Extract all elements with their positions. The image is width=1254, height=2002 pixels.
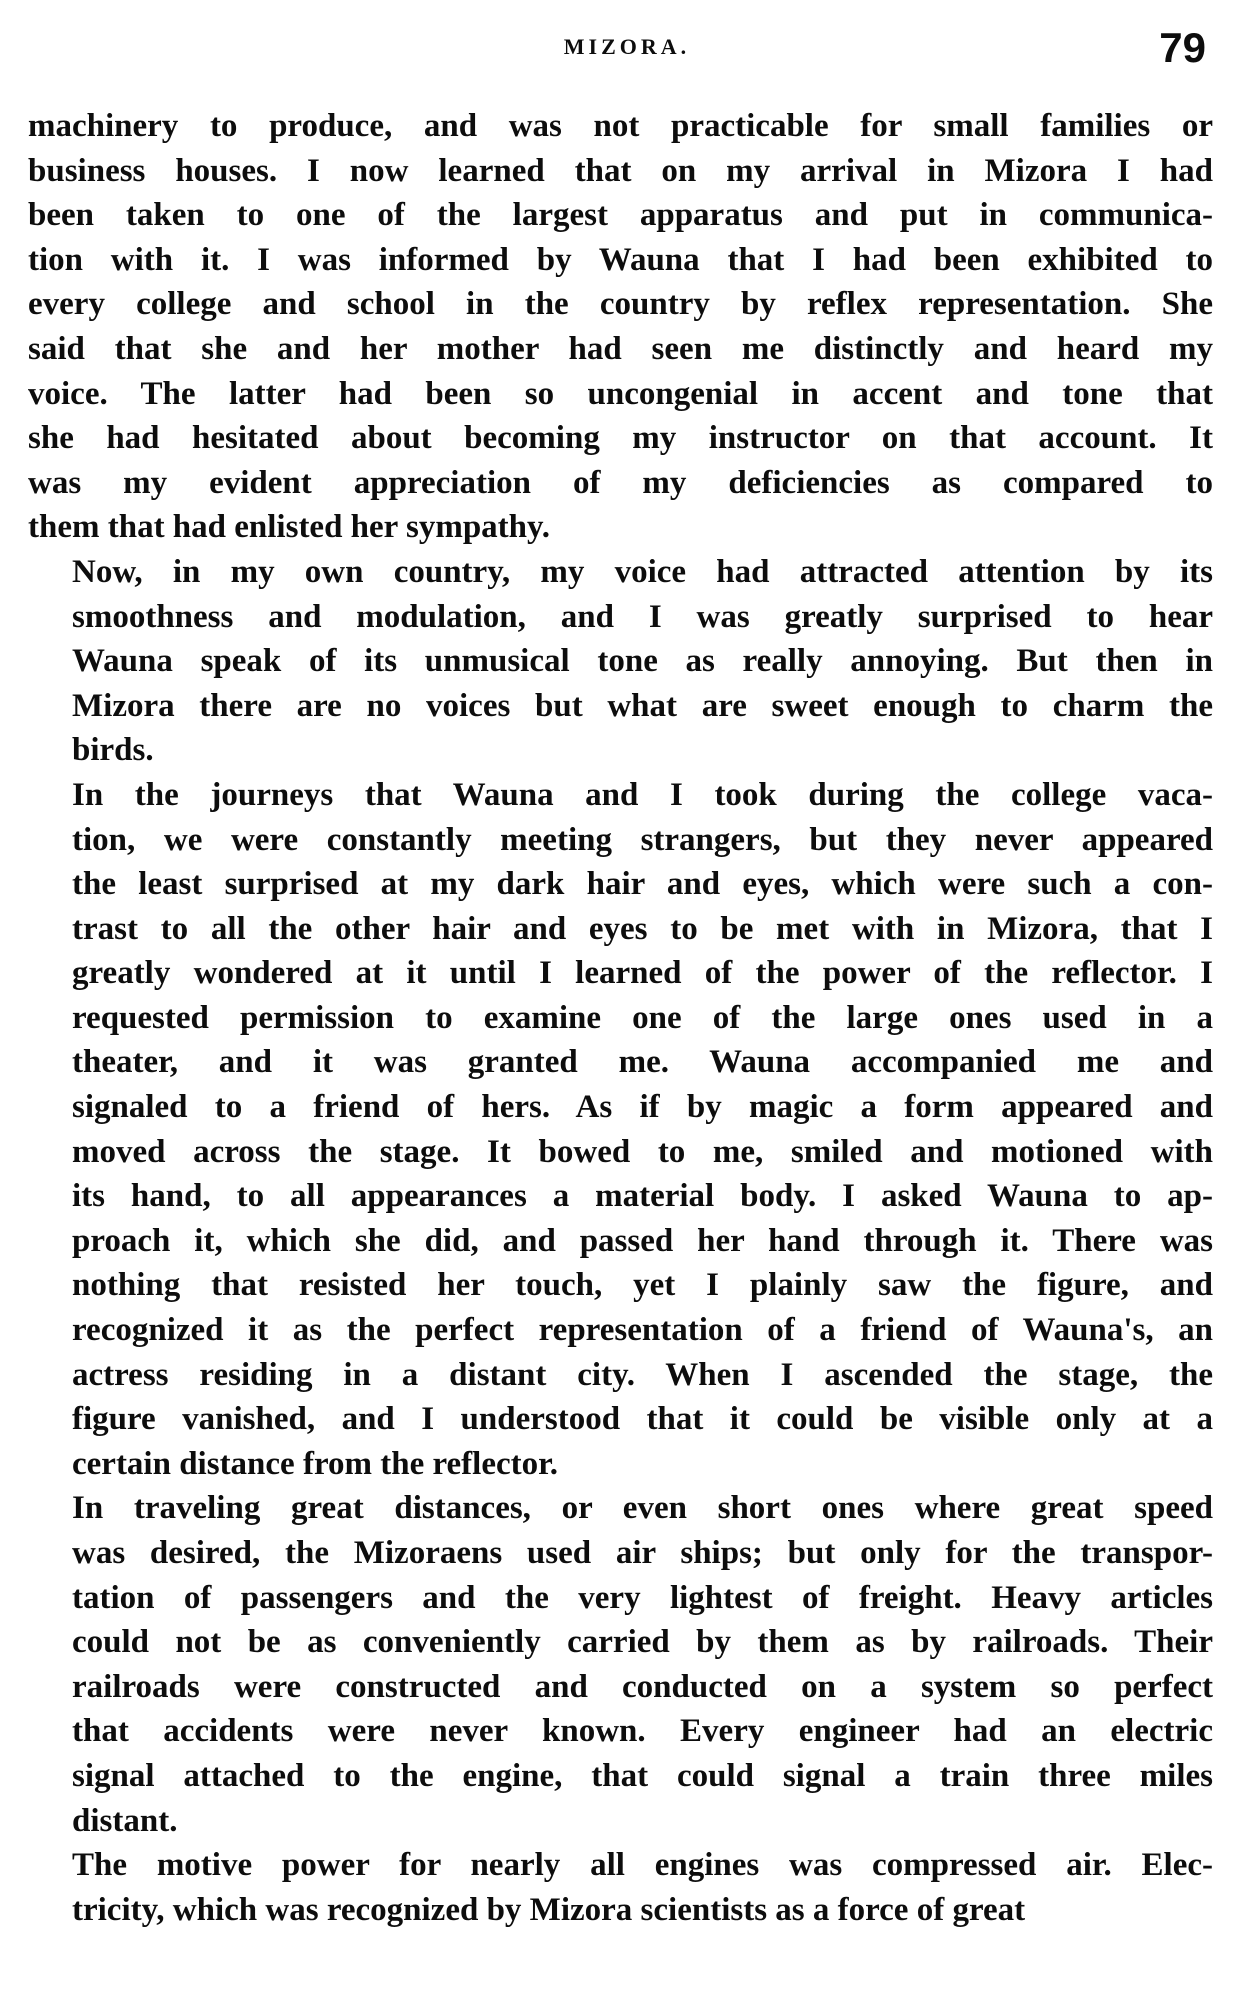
- text-line: tation of passengers and the very lightest of freight. Heavy articles: [72, 1579, 1213, 1616]
- text-line: tion with it. I was informed by Wauna that I had been exhibited to: [28, 241, 1213, 278]
- text-line: railroads were constructed and conducted on a system so perfect: [72, 1668, 1213, 1705]
- text-line: tricity, which was recognized by Mizora scientists as a force of great: [72, 1891, 1026, 1928]
- text-line: Now, in my own country, my voice had attracted attention by its: [72, 553, 1213, 590]
- text-line: machinery to produce, and was not practicable for small families or: [28, 108, 1213, 144]
- body-text: [28, 104, 1213, 1932]
- running-title: MIZORA.: [563, 34, 691, 59]
- text-line: she had hesitated about becoming my instructor on that account. It: [28, 420, 1213, 457]
- text-line: said that she and her mother had seen me distinctly and heard my: [28, 330, 1213, 367]
- text-line: distant.: [72, 1802, 178, 1839]
- text-line: birds.: [72, 732, 154, 769]
- running-head: [0, 24, 1254, 71]
- text-line: signaled to a friend of hers. As if by magic a form appeared and: [72, 1089, 1213, 1126]
- text-line: requested permission to examine one of the large ones used in a: [72, 999, 1213, 1036]
- paragraph: [28, 773, 1213, 1487]
- text-line: signal attached to the engine, that could signal a train three miles: [72, 1757, 1213, 1794]
- text-line: every college and school in the country by reflex representation. She: [28, 286, 1213, 323]
- text-line: the least surprised at my dark hair and eyes, which were such a con-: [72, 866, 1213, 903]
- text-line: them that had enlisted her sympathy.: [28, 509, 550, 546]
- text-line: Wauna speak of its unmusical tone as really annoying. But then in: [72, 643, 1213, 680]
- text-line: In traveling great distances, or even short ones where great speed: [72, 1490, 1213, 1527]
- page-number: 79: [1159, 24, 1206, 71]
- text-line: In the journeys that Wauna and I took during the college vaca-: [72, 776, 1213, 813]
- text-line: could not be as conveniently carried by them as by railroads. Their: [72, 1624, 1213, 1661]
- text-line: smoothness and modulation, and I was greatly surprised to hear: [72, 598, 1213, 635]
- text-line: was desired, the Mizoraens used air ships; but only for the transpor-: [72, 1535, 1213, 1571]
- text-line: actress residing in a distant city. When I ascended the stage, the: [72, 1356, 1213, 1393]
- text-line: The motive power for nearly all engines was compressed air. Elec-: [72, 1847, 1213, 1884]
- text-line: nothing that resisted her touch, yet I plainly saw the figure, and: [72, 1267, 1213, 1304]
- paragraph: [28, 104, 1213, 550]
- text-line: proach it, which she did, and passed her hand through it. There was: [72, 1222, 1213, 1259]
- text-line: business houses. I now learned that on my arrival in Mizora I had: [28, 152, 1213, 189]
- text-line: tion, we were constantly meeting strangers, but they never appeared: [72, 821, 1213, 858]
- text-line: been taken to one of the largest apparatus and put in communica-: [28, 197, 1213, 234]
- paragraph: [28, 1486, 1213, 1843]
- text-line: was my evident appreciation of my deficiencies as compared to: [28, 464, 1213, 501]
- text-line: that accidents were never known. Every engineer had an electric: [72, 1713, 1213, 1750]
- text-line: recognized it as the perfect representation of a friend of Wauna's, an: [72, 1312, 1213, 1349]
- text-line: voice. The latter had been so uncongenial in accent and tone that: [28, 375, 1213, 412]
- text-line: theater, and it was granted me. Wauna accompanied me and: [72, 1044, 1213, 1081]
- text-line: trast to all the other hair and eyes to be met with in Mizora, that I: [72, 910, 1213, 947]
- text-line: its hand, to all appearances a material body. I asked Wauna to ap-: [72, 1178, 1213, 1215]
- text-line: figure vanished, and I understood that it could be visible only at a: [72, 1401, 1213, 1438]
- text-line: moved across the stage. It bowed to me, smiled and motioned with: [72, 1133, 1213, 1170]
- text-line: Mizora there are no voices but what are sweet enough to charm the: [72, 687, 1213, 724]
- text-line: certain distance from the reflector.: [72, 1445, 558, 1482]
- text-line: greatly wondered at it until I learned of the power of the reflector. I: [72, 955, 1213, 992]
- paragraph: [28, 550, 1213, 773]
- paragraph: [28, 1843, 1213, 1932]
